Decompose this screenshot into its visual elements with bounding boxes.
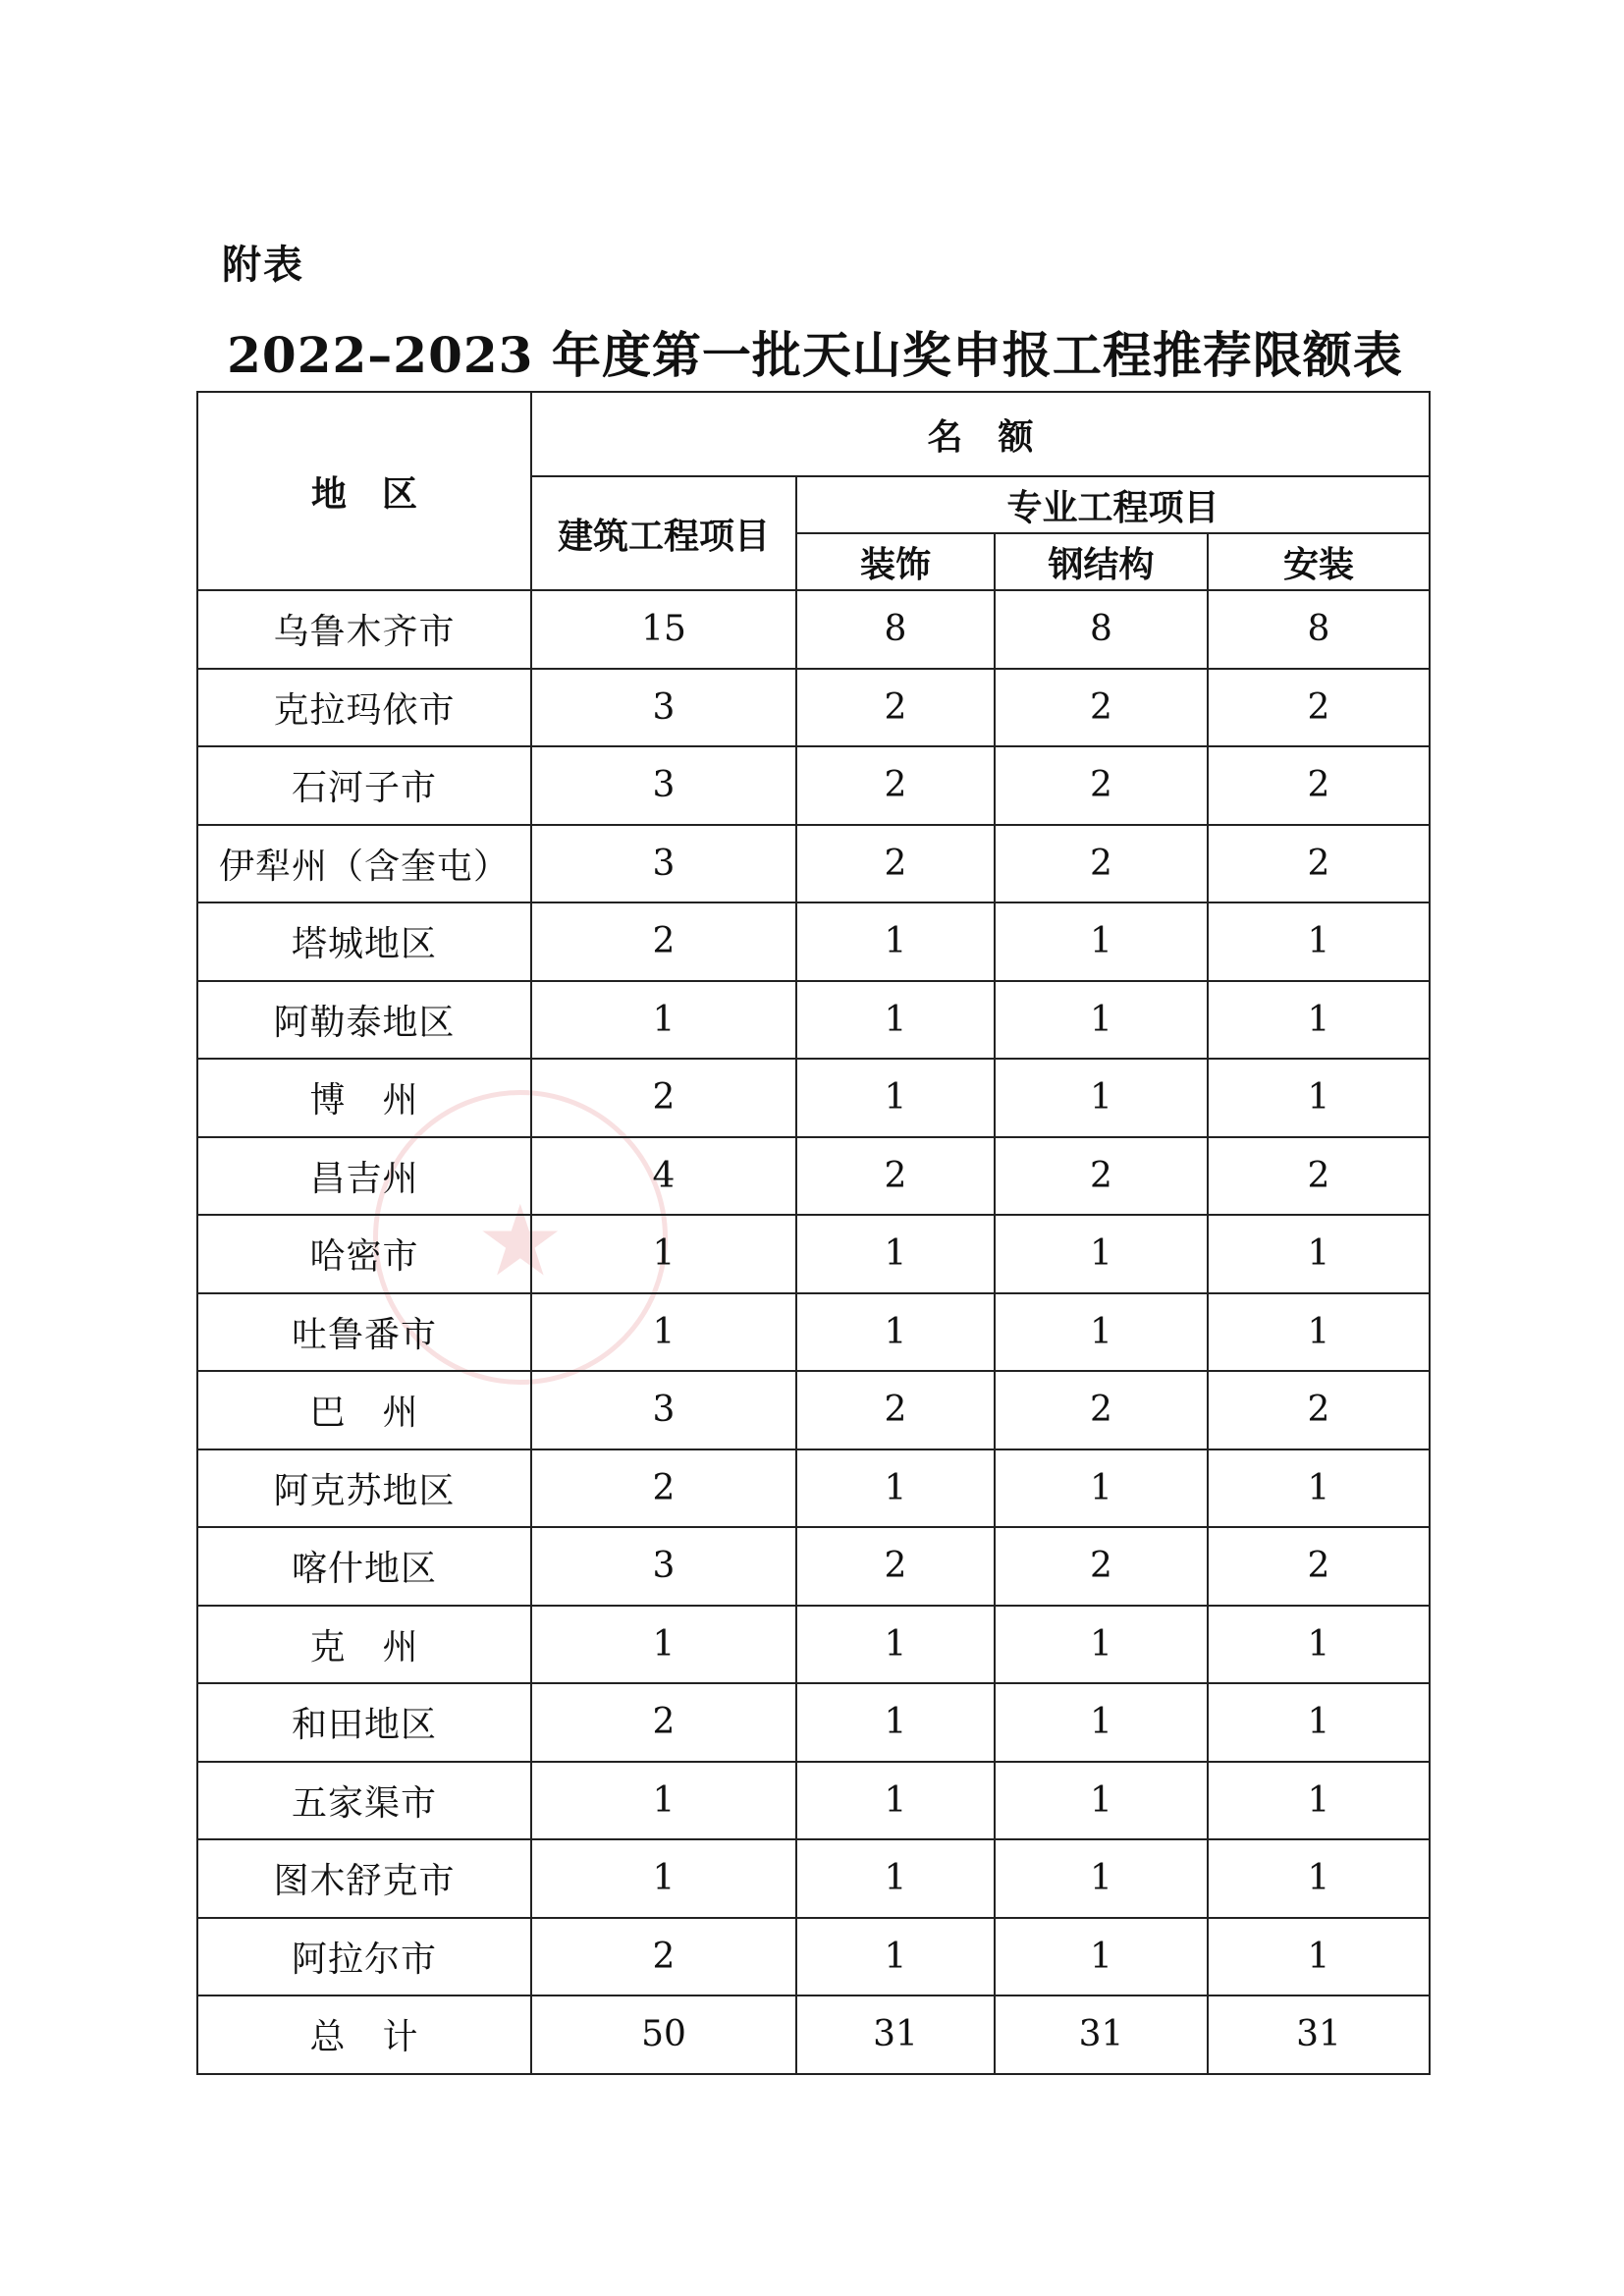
cell-building: 1 xyxy=(531,1293,796,1372)
star-icon: ★ xyxy=(476,1183,565,1298)
cell-region: 阿勒泰地区 xyxy=(197,981,531,1060)
cell-decoration: 2 xyxy=(796,1371,995,1449)
cell-decoration: 2 xyxy=(796,669,995,747)
cell-region: 吐鲁番市 xyxy=(197,1293,531,1372)
cell-installation: 1 xyxy=(1208,902,1430,981)
cell-steel: 8 xyxy=(995,590,1208,669)
table-row xyxy=(197,590,1430,669)
cell-decoration: 2 xyxy=(796,825,995,903)
table-row xyxy=(197,1059,1430,1137)
cell-building: 1 xyxy=(531,1606,796,1684)
cell-building: 1 xyxy=(531,1839,796,1918)
cell-steel: 1 xyxy=(995,1839,1208,1918)
cell-steel: 2 xyxy=(995,825,1208,903)
total-region: 总 计 xyxy=(197,1995,531,2074)
cell-steel: 2 xyxy=(995,1527,1208,1606)
cell-region: 喀什地区 xyxy=(197,1527,531,1606)
header-decoration: 装饰 xyxy=(796,533,995,590)
header-region: 地 区 xyxy=(197,392,531,590)
cell-steel: 1 xyxy=(995,1918,1208,1996)
cell-region: 克拉玛依市 xyxy=(197,669,531,747)
cell-region: 石河子市 xyxy=(197,746,531,825)
cell-decoration: 1 xyxy=(796,1449,995,1528)
table-row xyxy=(197,1683,1430,1762)
cell-installation: 8 xyxy=(1208,590,1430,669)
header-building: 建筑工程项目 xyxy=(531,476,796,590)
cell-steel: 1 xyxy=(995,1606,1208,1684)
cell-region: 博 州 xyxy=(197,1059,531,1137)
cell-building: 2 xyxy=(531,1918,796,1996)
cell-building: 15 xyxy=(531,590,796,669)
cell-installation: 1 xyxy=(1208,1762,1430,1840)
cell-installation: 2 xyxy=(1208,669,1430,747)
cell-installation: 1 xyxy=(1208,1839,1430,1918)
cell-decoration: 1 xyxy=(796,1215,995,1293)
header-steel: 钢结构 xyxy=(995,533,1208,590)
cell-building: 3 xyxy=(531,746,796,825)
cell-steel: 1 xyxy=(995,1449,1208,1528)
cell-region: 五家渠市 xyxy=(197,1762,531,1840)
cell-decoration: 2 xyxy=(796,746,995,825)
cell-decoration: 1 xyxy=(796,1293,995,1372)
cell-decoration: 2 xyxy=(796,1137,995,1216)
cell-region: 昌吉州 xyxy=(197,1137,531,1216)
cell-steel: 1 xyxy=(995,902,1208,981)
cell-steel: 2 xyxy=(995,746,1208,825)
table-row xyxy=(197,1839,1430,1918)
total-decoration: 31 xyxy=(796,1995,995,2074)
cell-decoration: 1 xyxy=(796,1762,995,1840)
cell-region: 克 州 xyxy=(197,1606,531,1684)
header-specialty: 专业工程项目 xyxy=(796,476,1430,533)
table-row xyxy=(197,1371,1430,1449)
table-row xyxy=(197,1527,1430,1606)
cell-installation: 2 xyxy=(1208,1137,1430,1216)
cell-building: 2 xyxy=(531,902,796,981)
table-row xyxy=(197,746,1430,825)
table-row xyxy=(197,825,1430,903)
table-row xyxy=(197,1449,1430,1528)
quota-table xyxy=(196,391,1431,2075)
table-row xyxy=(197,1215,1430,1293)
table-row xyxy=(197,669,1430,747)
cell-building: 2 xyxy=(531,1059,796,1137)
cell-building: 1 xyxy=(531,1215,796,1293)
cell-steel: 1 xyxy=(995,1683,1208,1762)
cell-steel: 1 xyxy=(995,1215,1208,1293)
page-title: 2022–2023 年度第一批天山奖申报工程推荐限额表 xyxy=(227,326,1403,384)
cell-decoration: 1 xyxy=(796,1606,995,1684)
cell-building: 3 xyxy=(531,1371,796,1449)
cell-steel: 1 xyxy=(995,1059,1208,1137)
cell-building: 3 xyxy=(531,669,796,747)
quota-table-body xyxy=(197,590,1430,2074)
total-building: 50 xyxy=(531,1995,796,2074)
total-row xyxy=(197,1995,1430,2074)
table-row xyxy=(197,1606,1430,1684)
header-quota: 名 额 xyxy=(531,392,1430,476)
cell-building: 3 xyxy=(531,825,796,903)
cell-decoration: 1 xyxy=(796,1059,995,1137)
cell-decoration: 1 xyxy=(796,1918,995,1996)
table-row xyxy=(197,1293,1430,1372)
table-row xyxy=(197,981,1430,1060)
cell-installation: 1 xyxy=(1208,1215,1430,1293)
total-steel: 31 xyxy=(995,1995,1208,2074)
cell-installation: 2 xyxy=(1208,1371,1430,1449)
cell-decoration: 1 xyxy=(796,1683,995,1762)
cell-building: 2 xyxy=(531,1449,796,1528)
cell-decoration: 2 xyxy=(796,1527,995,1606)
cell-steel: 1 xyxy=(995,1762,1208,1840)
table-row xyxy=(197,902,1430,981)
cell-steel: 2 xyxy=(995,1371,1208,1449)
cell-region: 乌鲁木齐市 xyxy=(197,590,531,669)
cell-installation: 1 xyxy=(1208,981,1430,1060)
cell-region: 阿拉尔市 xyxy=(197,1918,531,1996)
cell-decoration: 8 xyxy=(796,590,995,669)
cell-building: 3 xyxy=(531,1527,796,1606)
appendix-label: 附表 xyxy=(222,243,304,288)
cell-steel: 2 xyxy=(995,1137,1208,1216)
cell-decoration: 1 xyxy=(796,1839,995,1918)
cell-steel: 1 xyxy=(995,981,1208,1060)
table-row xyxy=(197,1762,1430,1840)
table-row xyxy=(197,1137,1430,1216)
cell-building: 1 xyxy=(531,1762,796,1840)
cell-installation: 2 xyxy=(1208,1527,1430,1606)
cell-steel: 2 xyxy=(995,669,1208,747)
cell-region: 哈密市 xyxy=(197,1215,531,1293)
cell-installation: 2 xyxy=(1208,746,1430,825)
cell-installation: 1 xyxy=(1208,1449,1430,1528)
cell-installation: 1 xyxy=(1208,1683,1430,1762)
cell-building: 2 xyxy=(531,1683,796,1762)
cell-building: 4 xyxy=(531,1137,796,1216)
cell-region: 和田地区 xyxy=(197,1683,531,1762)
cell-installation: 1 xyxy=(1208,1059,1430,1137)
cell-region: 阿克苏地区 xyxy=(197,1449,531,1528)
cell-region: 伊犁州（含奎屯） xyxy=(197,825,531,903)
cell-installation: 1 xyxy=(1208,1293,1430,1372)
table-row xyxy=(197,1918,1430,1996)
cell-region: 图木舒克市 xyxy=(197,1839,531,1918)
cell-installation: 1 xyxy=(1208,1606,1430,1684)
header-installation: 安装 xyxy=(1208,533,1430,590)
cell-decoration: 1 xyxy=(796,981,995,1060)
cell-region: 巴 州 xyxy=(197,1371,531,1449)
cell-steel: 1 xyxy=(995,1293,1208,1372)
cell-installation: 2 xyxy=(1208,825,1430,903)
cell-decoration: 1 xyxy=(796,902,995,981)
cell-region: 塔城地区 xyxy=(197,902,531,981)
cell-installation: 1 xyxy=(1208,1918,1430,1996)
cell-building: 1 xyxy=(531,981,796,1060)
total-installation: 31 xyxy=(1208,1995,1430,2074)
